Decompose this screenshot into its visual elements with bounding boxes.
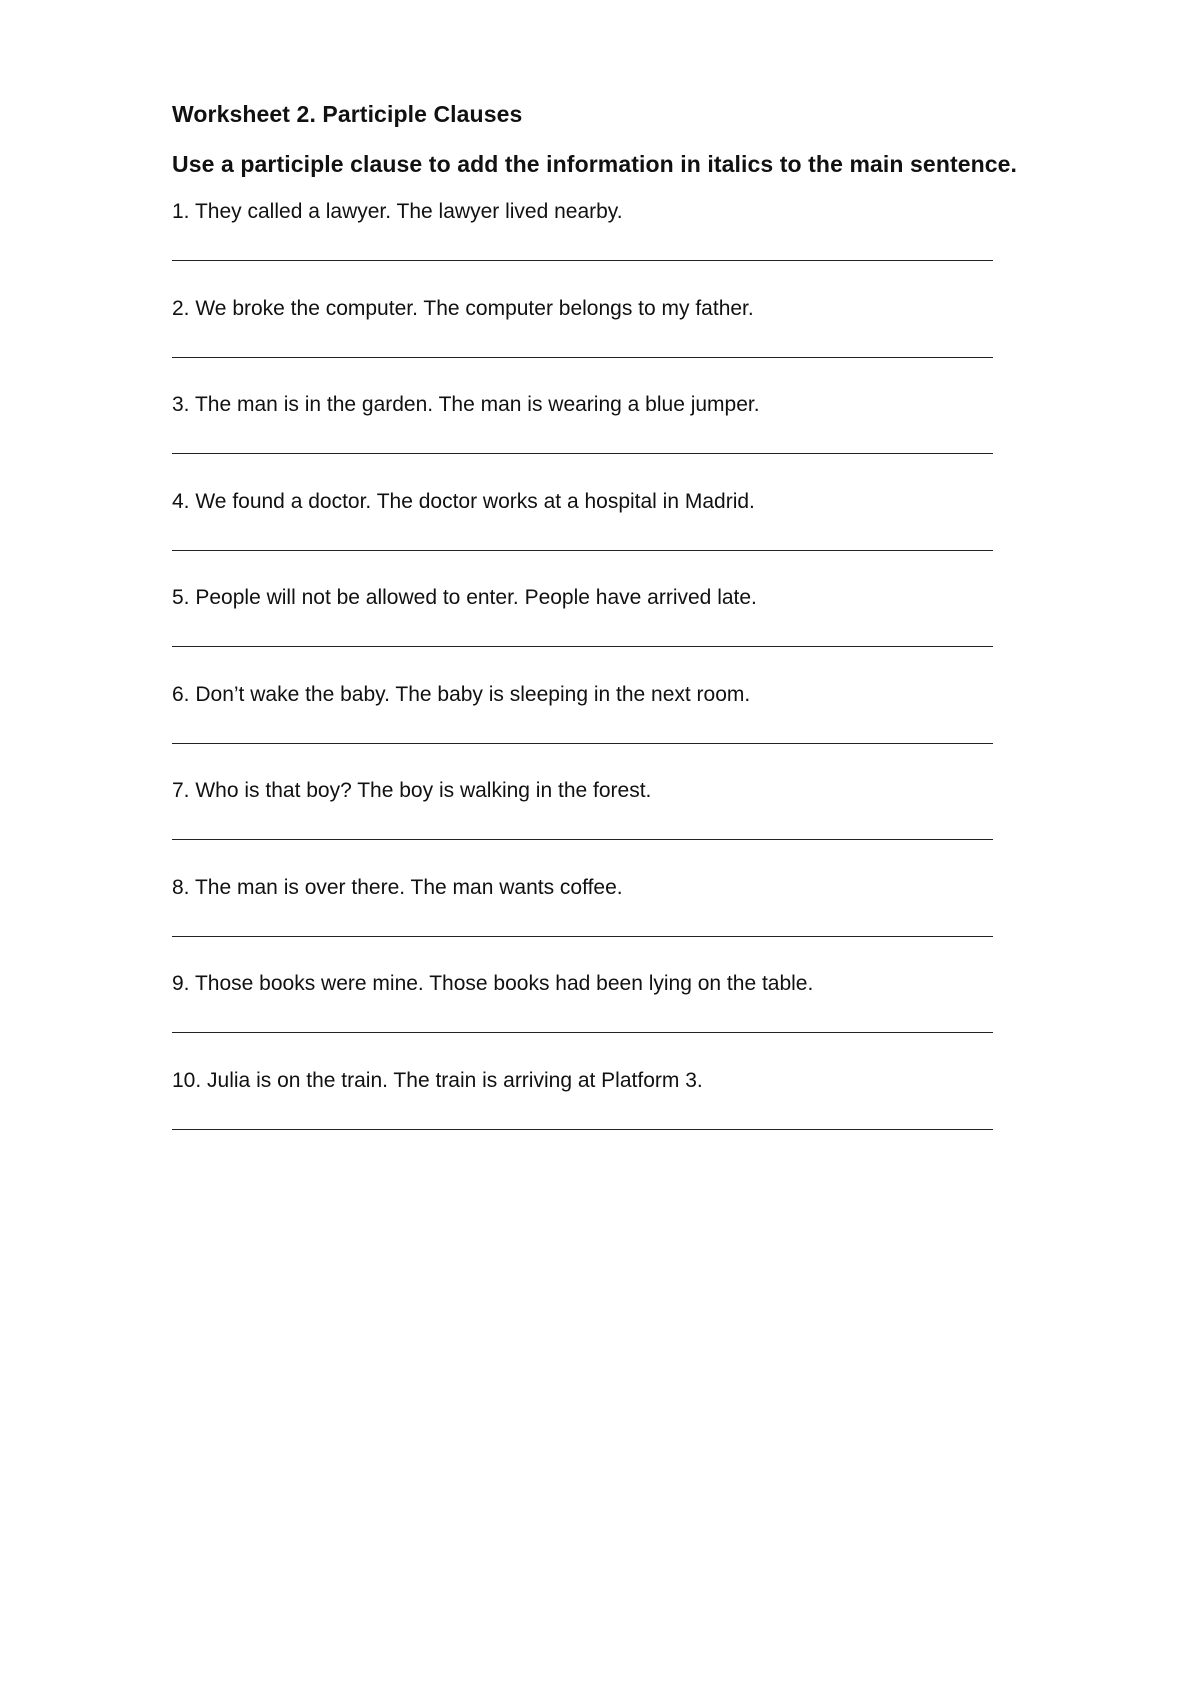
question-item	[172, 1067, 1072, 1164]
question-item	[172, 198, 1072, 295]
question-list	[172, 198, 1072, 1163]
answer-line	[172, 936, 993, 937]
worksheet-instruction: Use a participle clause to add the information in italics to the main sentence.	[172, 151, 1018, 177]
question-text	[172, 970, 1072, 998]
question-number: 8.	[172, 875, 190, 899]
question-sentence: The man is over there. The man wants coffee.	[194, 875, 623, 899]
question-item	[172, 681, 1072, 778]
question-sentence: Who is that boy? The boy is walking in the forest.	[195, 779, 652, 802]
question-text	[172, 777, 1072, 805]
question-sentence: Those books were mine. Those books had been lying on the table.	[194, 972, 814, 995]
question-text	[172, 584, 1072, 612]
question-number: 2.	[172, 296, 190, 320]
answer-line	[172, 260, 993, 261]
question-number: 1.	[172, 200, 190, 223]
question-number: 6.	[172, 682, 190, 706]
question-item	[172, 874, 1072, 971]
question-sentence: We broke the computer. The computer belongs to my father.	[195, 296, 754, 320]
question-number: 7.	[172, 779, 190, 802]
question-text	[172, 391, 1072, 419]
worksheet-title: Worksheet 2. Participle Clauses	[172, 101, 523, 127]
question-sentence: People will not be allowed to enter. People have arrived late.	[195, 586, 757, 609]
answer-line	[172, 743, 993, 744]
question-item	[172, 391, 1072, 488]
question-item	[172, 584, 1072, 681]
question-text	[172, 1067, 1072, 1095]
question-number: 10.	[172, 1068, 202, 1092]
question-text	[172, 874, 1072, 902]
worksheet-content	[172, 100, 1072, 1163]
question-item	[172, 295, 1072, 392]
question-sentence: Don’t wake the baby. The baby is sleeping in the next room.	[195, 682, 751, 706]
question-item	[172, 488, 1072, 585]
question-sentence: We found a doctor. The doctor works at a hospital in Madrid.	[195, 489, 755, 513]
question-item	[172, 777, 1072, 874]
question-text	[172, 488, 1072, 516]
question-number: 5.	[172, 586, 190, 609]
answer-line	[172, 839, 993, 840]
question-text	[172, 295, 1072, 323]
answer-line	[172, 357, 993, 358]
answer-line	[172, 1032, 993, 1033]
answer-line	[172, 646, 993, 647]
question-text	[172, 198, 1072, 226]
question-sentence: Julia is on the train. The train is arriving at Platform 3.	[207, 1068, 703, 1092]
question-sentence: They called a lawyer. The lawyer lived nearby.	[194, 200, 623, 223]
answer-line	[172, 453, 993, 454]
question-item	[172, 970, 1072, 1067]
answer-line	[172, 550, 993, 551]
question-number: 3.	[172, 393, 190, 416]
question-sentence: The man is in the garden. The man is wearing a blue jumper.	[194, 393, 760, 416]
question-text	[172, 681, 1072, 709]
question-number: 4.	[172, 489, 190, 513]
question-number: 9.	[172, 972, 190, 995]
answer-line	[172, 1129, 993, 1130]
